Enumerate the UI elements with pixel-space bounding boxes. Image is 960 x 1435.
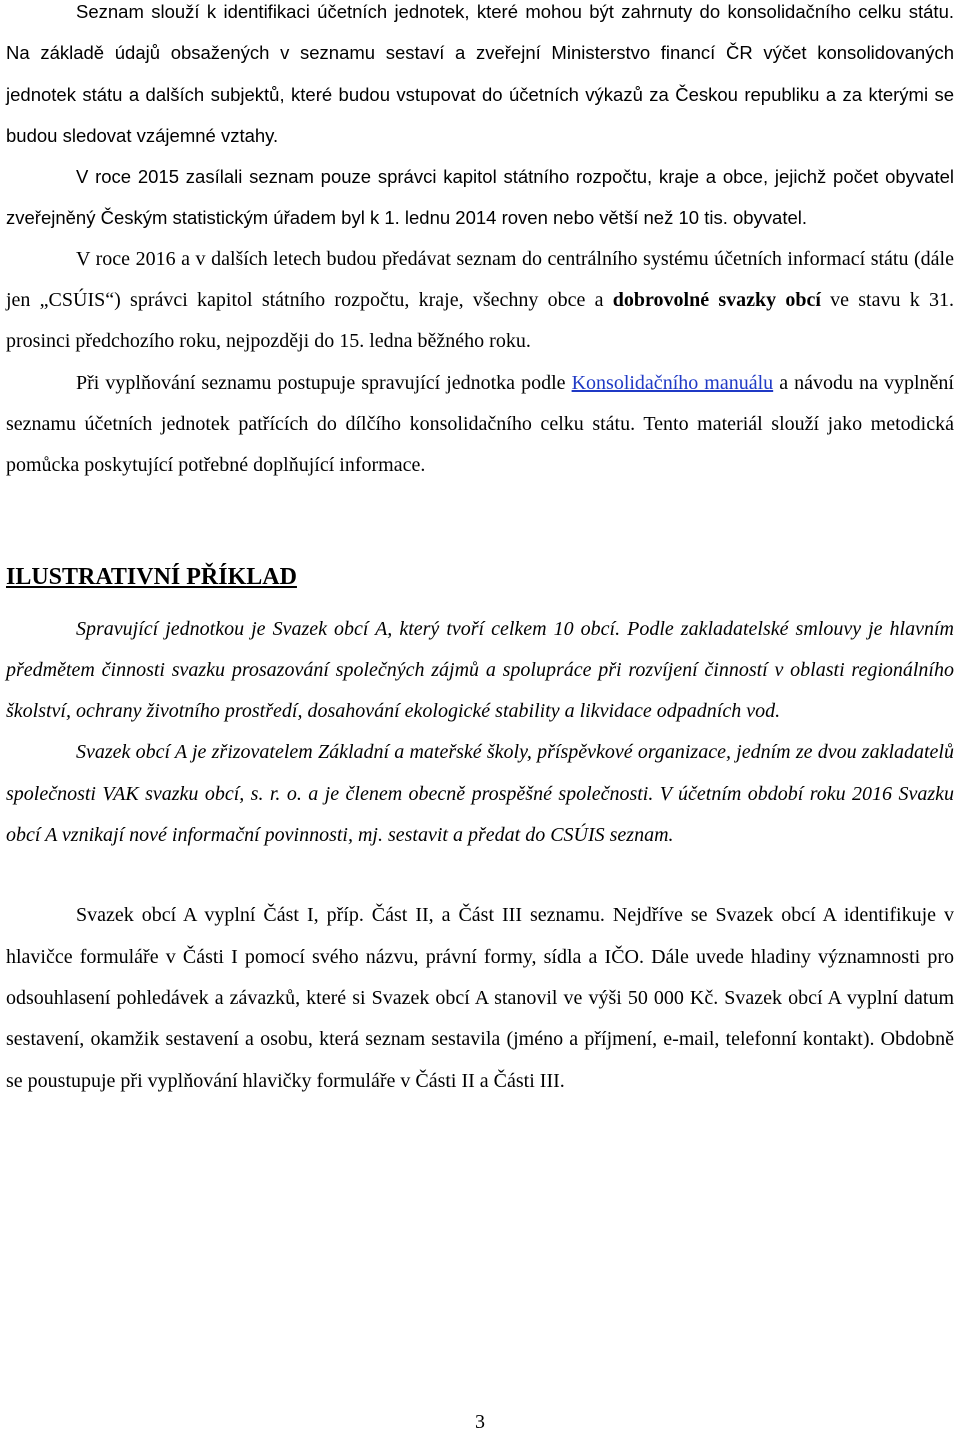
paragraph-rok-2015: V roce 2015 zasílali seznam pouze správci kapitol státního rozpočtu, kraje a obce, jejichž počet obyvatel zveřejněný Českým statistickým úřadem byl k 1. lednu 2014 roven nebo větší než 10 tis. obyvatel. (6, 166, 954, 229)
paragraph-postup-text-start: Při vyplňování seznamu postupuje spravující jednotka podle (76, 371, 572, 394)
paragraph-rok-2016-text-end: ve stavu k 31. prosinci předchozího roku, nejpozději do 15. ledna běžného roku. (6, 289, 954, 353)
paragraph-rok-2016-bold-svazky: dobrovolné svazky obcí (612, 289, 821, 312)
example-paragraph-zrizovatel: Svazek obcí A je zřizovatelem Základní a mateřské školy, příspěvkové organizace, jedním ze dvou zakladatelů společnosti VAK svazku obcí, s. r. o. a je členem obecně prospěšné společnosti. V účetním období roku 2016 Svazku obcí A vznikají nové informační povinnosti, mj. sestavit a předat do CSÚIS seznam. (6, 741, 954, 847)
paragraph-rok-2016 (6, 239, 954, 363)
konsolidacni-manual-link[interactable]: Konsolidačního manuálu (571, 371, 774, 394)
paragraph-postup-text-end: a návodu na vyplnění seznamu účetních jednotek patřících do dílčího konsolidačního celku státu. Tento materiál slouží jako metodická pomůcka poskytující potřebné doplňující informace. (6, 371, 954, 477)
document-page (6, 0, 954, 1102)
paragraph-postup (6, 363, 954, 487)
example-paragraph-svazek: Spravující jednotkou je Svazek obcí A, který tvoří celkem 10 obcí. Podle zakladatelské smlouvy je hlavním předmětem činnosti svazku prosazování společných zájmů a spolupráce při rozvíjení činností v oblasti regionálního školství, ochrany životního prostředí, dosahování ekologické stability a likvidace odpadních vod. (6, 617, 954, 723)
paragraph-seznam-intro: Seznam slouží k identifikaci účetních jednotek, které mohou být zahrnuty do konsolidačního celku státu. Na základě údajů obsažených v seznamu sestaví a zveřejní Ministerstvo financí ČR výčet konsolidovaných jednotek státu a dalších subjektů, které budou vstupovat do účetních výkazů za Českou republiku a za kterými se budou sledovat vzájemné vztahy. (6, 1, 954, 146)
paragraph-rok-2016-text-start: V roce 2016 a v dalších letech budou předávat seznam do centrálního systému účetních informací státu (dále jen „CSÚIS“) správci kapitol státního rozpočtu, kraje, všechny obce a (6, 247, 954, 312)
page-number: 3 (475, 1411, 485, 1433)
example-paragraph-vyplneni: Svazek obcí A vyplní Část I, příp. Část II, a Část III seznamu. Nejdříve se Svazek obcí A identifikuje v hlavičce formuláře v Části I pomocí svého názvu, právní formy, sídla a IČO. Dále uvede hladiny významnosti pro odsouhlasení pohledávek a závazků, které si Svazek obcí A stanovil ve výši 50 000 Kč. Svazek obcí A vyplní datum sestavení, okamžik sestavení a osobu, která seznam sestavila (jméno a příjmení, e-mail, telefonní kontakt). Obdobně se poustupuje při vyplňování hlavičky formuláře v Části II a Části III. (6, 904, 954, 1092)
section-heading: ILUSTRATIVNÍ PŘÍKLAD (6, 563, 297, 590)
